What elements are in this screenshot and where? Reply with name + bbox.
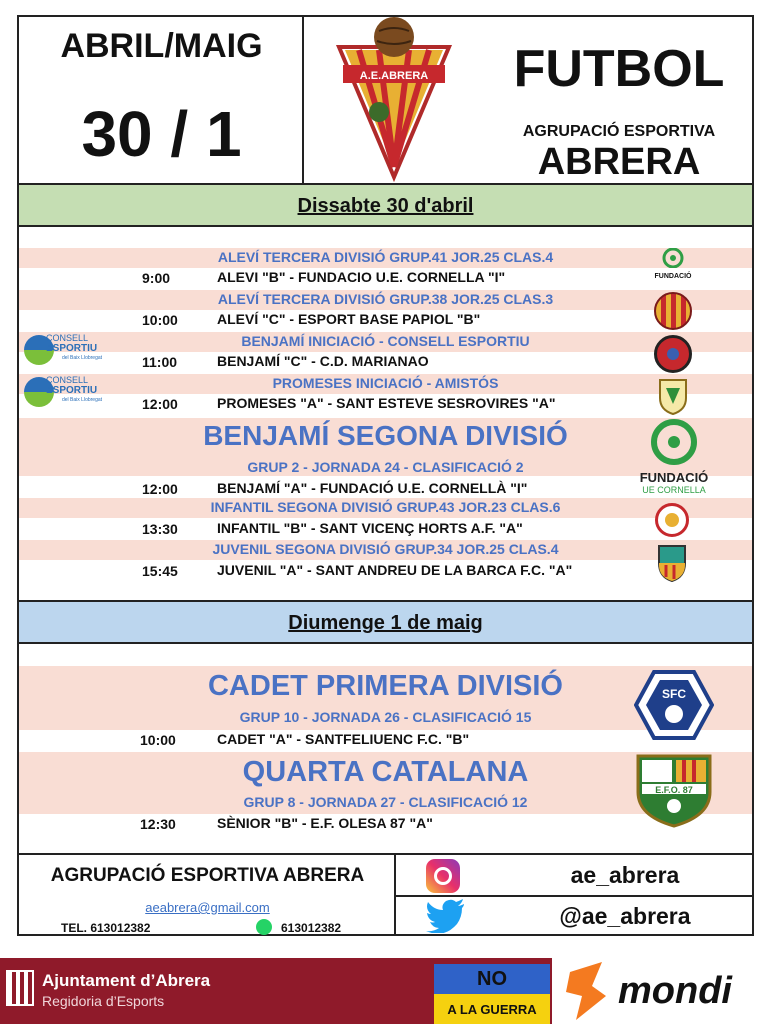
- consell-esportiu-logo: [24, 333, 114, 369]
- match-teams: CADET "A" - SANTFELIUENC F.C. "B": [217, 731, 470, 747]
- sant-vicenc-logo: [655, 503, 689, 537]
- division-title: QUARTA CATALANA: [242, 756, 529, 788]
- match-teams: JUVENIL "A" - SANT ANDREU DE LA BARCA F.C. "A": [217, 562, 573, 578]
- category-label: BENJAMÍ INICIACIÓ - CONSELL ESPORTIU: [241, 333, 530, 349]
- category-label: GRUP 8 - JORNADA 27 - CLASIFICACIÓ 12: [243, 794, 528, 810]
- ajuntament-name: Ajuntament d’Abrera: [42, 971, 211, 990]
- twitter-handle[interactable]: @ae_abrera: [559, 903, 691, 929]
- sant-andreu-logo: [656, 543, 688, 583]
- guerra-text: A LA GUERRA: [447, 1002, 537, 1017]
- regidoria-name: Regidoria d’Esports: [42, 993, 165, 1009]
- instagram-icon-ring: [434, 867, 452, 885]
- social-divider: [396, 895, 754, 897]
- sant-vicenc-logo-center: [665, 513, 679, 527]
- fundacio-logo-small: [645, 248, 701, 282]
- category-label: GRUP 10 - JORNADA 26 - CLASIFICACIÓ 15: [239, 709, 532, 725]
- match-teams: ALEVI "B" - FUNDACIO U.E. CORNELLA "I": [217, 269, 506, 285]
- footer-whatsapp: 613012382: [281, 921, 342, 935]
- consell-line3: del Baix Llobregat: [62, 355, 103, 361]
- olesa-logo: [634, 752, 714, 828]
- footer-club-name: AGRUPACIÓ ESPORTIVA ABRERA: [50, 865, 365, 886]
- saturday-title: Dissabte 30 d'abril: [297, 195, 474, 217]
- fundacio-large-text: FUNDACIÓ: [639, 470, 709, 485]
- division-title: CADET PRIMERA DIVISIÓ: [207, 670, 563, 702]
- category-label: INFANTIL SEGONA DIVISIÓ GRUP.43 JOR.23 CLAS.6: [210, 499, 561, 515]
- match-time: 10:00: [142, 312, 178, 328]
- sunday-header: [19, 602, 752, 644]
- consell-line2: ESPORTIU: [46, 343, 98, 354]
- category-label: ALEVÍ TERCERA DIVISIÓ GRUP.41 JOR.25 CLAS.4: [217, 249, 554, 265]
- month-label: ABRIL/MAIG: [60, 27, 263, 65]
- match-time: 12:30: [140, 816, 176, 832]
- sponsor-bar: [0, 958, 771, 1024]
- marianao-logo-center: [667, 348, 679, 360]
- no-guerra-banner: [434, 964, 550, 1024]
- match-time: 13:30: [142, 521, 178, 537]
- date-range: 30 / 1: [81, 98, 242, 170]
- date-box: [19, 17, 304, 183]
- sport-title: FUTBOL: [513, 40, 725, 98]
- match-time: 15:45: [142, 563, 178, 579]
- footer: [19, 853, 752, 934]
- match-time: 10:00: [140, 732, 176, 748]
- fundacio-large-subtext: UE CORNELLA: [642, 485, 706, 495]
- social-box: [394, 855, 752, 934]
- fundacio-small-text: FUNDACIÓ: [654, 273, 692, 280]
- sunday-title: Diumenge 1 de maig: [288, 612, 483, 634]
- club-crest: [329, 17, 459, 182]
- ajuntament-shield-icon: [6, 970, 34, 1006]
- category-label: GRUP 2 - JORNADA 24 - CLASIFICACIÓ 2: [247, 459, 524, 475]
- match-teams: ALEVÍ "C" - ESPORT BASE PAPIOL "B": [217, 311, 481, 327]
- santfeliuenc-logo-text: SFC: [662, 687, 686, 701]
- club-name-line2: ABRERA: [537, 141, 701, 183]
- olesa-logo-text: E.F.O. 87: [655, 785, 693, 795]
- fundacio-logo-large: [622, 418, 726, 502]
- mondi-logo-icon: [562, 962, 610, 1020]
- instagram-handle[interactable]: ae_abrera: [570, 862, 680, 888]
- match-time: 11:00: [142, 354, 178, 370]
- club-name-line1: AGRUPACIÓ ESPORTIVA: [522, 123, 716, 140]
- crest-text: A.E.ABRERA: [359, 70, 429, 82]
- division-title: BENJAMÍ SEGONA DIVISIÓ: [203, 420, 568, 451]
- match-teams: BENJAMÍ "A" - FUNDACIÓ U.E. CORNELLÀ "I": [217, 480, 528, 496]
- whatsapp-icon: [256, 919, 272, 935]
- mondi-panel: [552, 958, 771, 1024]
- consell-line1: CONSELL: [46, 375, 89, 385]
- match-teams: SÈNIOR "B" - E.F. OLESA 87 "A": [217, 815, 433, 831]
- category-label: ALEVÍ TERCERA DIVISIÓ GRUP.38 JOR.25 CLAS.3: [217, 291, 554, 307]
- mondi-wordmark: mondi: [618, 970, 732, 1012]
- sesrovires-logo: [658, 378, 688, 416]
- santfeliuenc-logo: [634, 670, 714, 740]
- twitter-icon[interactable]: [426, 899, 466, 933]
- match-teams: PROMESES "A" - SANT ESTEVE SESROVIRES "A": [217, 395, 556, 411]
- match-teams: INFANTIL "B" - SANT VICENÇ HORTS A.F. "A": [217, 520, 523, 536]
- header: [19, 17, 752, 185]
- instagram-icon[interactable]: [426, 859, 460, 893]
- consell-line2: ESPORTIU: [46, 385, 98, 396]
- consell-line3: del Baix Llobregat: [62, 397, 103, 403]
- match-teams: BENJAMÍ "C" - C.D. MARIANAO: [217, 353, 429, 369]
- marianao-logo: [654, 335, 692, 373]
- no-text: NO: [477, 968, 507, 990]
- footer-email[interactable]: aeabrera@gmail.com: [145, 900, 270, 915]
- match-time: 12:00: [142, 396, 178, 412]
- match-time: 12:00: [142, 481, 178, 497]
- match-time: 9:00: [142, 270, 171, 286]
- category-label: JUVENIL SEGONA DIVISIÓ GRUP.34 JOR.25 CLAS.4: [212, 541, 559, 557]
- saturday-header: [19, 185, 752, 227]
- footer-phone: TEL. 613012382: [61, 921, 151, 935]
- consell-line1: CONSELL: [46, 333, 89, 343]
- papiol-logo: [654, 292, 692, 330]
- category-label: PROMESES INICIACIÓ - AMISTÓS: [272, 375, 499, 391]
